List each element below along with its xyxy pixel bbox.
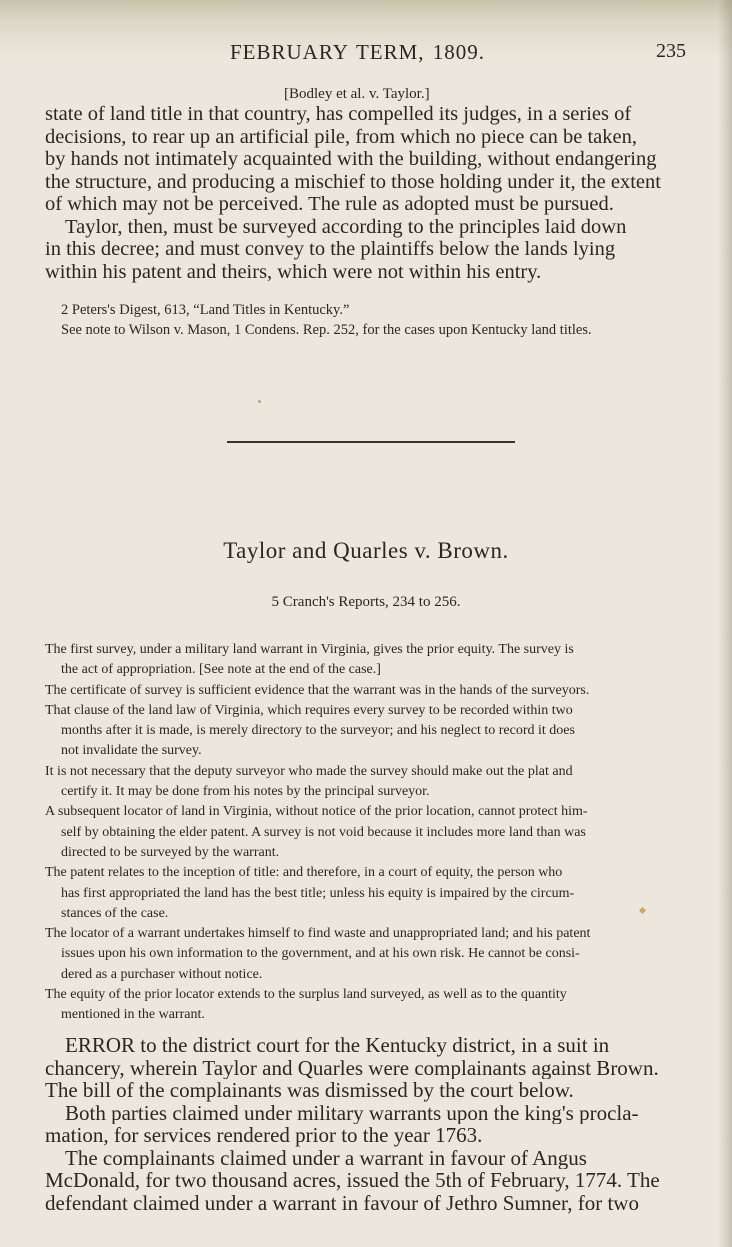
note-line: 2 Peters's Digest, 613, “Land Titles in Kentucky.” <box>61 302 350 318</box>
running-head: FEBRUARY TERM, 1809. <box>230 40 486 64</box>
headnote-line: It is not necessary that the deputy surveyor who made the survey should make out the plat and <box>45 763 573 779</box>
text-line: the structure, and producing a mischief to those holding under it, the extent <box>45 170 661 193</box>
headnote-line: the act of appropriation. [See note at the end of the case.] <box>61 662 381 678</box>
text-line: within his patent and theirs, which were not within his entry. <box>45 260 542 283</box>
headnote <box>45 802 705 863</box>
headnote-line: mentioned in the warrant. <box>61 1007 205 1023</box>
text-line: The complainants claimed under a warrant in favour of Angus <box>65 1146 587 1169</box>
text-line: in this decree; and must convey to the plaintiffs below the lands lying <box>45 238 616 260</box>
paper-speck <box>258 400 261 403</box>
headnote-line: issues upon his own information to the government, and at his own risk. He cannot be consi- <box>61 946 580 962</box>
headnote-line: months after it is made, is merely directory to the surveyor; and his neglect to record it does <box>61 723 575 739</box>
headnote-line: The equity of the prior locator extends to the surplus land surveyed, as well as to the quantity <box>45 987 567 1003</box>
headnote-line: That clause of the land law of Virginia, which requires every survey to be recorded within two <box>45 702 573 718</box>
headnote-line: self by obtaining the elder patent. A survey is not void because it includes more land than was <box>61 824 586 840</box>
headnote-line: The patent relates to the inception of title: and therefore, in a court of equity, the person who <box>45 865 563 881</box>
text-line: chancery, wherein Taylor and Quarles were complainants against Brown. <box>45 1056 659 1079</box>
headnote-line: A subsequent locator of land in Virginia, without notice of the prior location, cannot protect him- <box>45 804 588 820</box>
headnote-line: The first survey, under a military land warrant in Virginia, gives the prior equity. The survey is <box>45 642 574 657</box>
text-line: Both parties claimed under military warrants upon the king's procla- <box>65 1101 639 1124</box>
text-line: McDonald, for two thousand acres, issued the 5th of February, 1774. The <box>45 1169 660 1192</box>
text-line: The bill of the complainants was dismissed by the court below. <box>45 1079 574 1102</box>
headnote <box>45 863 705 924</box>
section-divider <box>227 441 515 443</box>
continuation-paragraph <box>45 103 700 283</box>
case-reference: [Bodley et al. v. Taylor.] <box>284 86 430 102</box>
headnote-line: not invalidate the survey. <box>61 743 202 759</box>
text-line: ERROR to the district court for the Kentucky district, in a suit in <box>65 1034 610 1057</box>
headnotes <box>45 640 705 1026</box>
headnote-line: directed to be surveyed by the warrant. <box>61 844 280 860</box>
headnote-line: certify it. It may be done from his notes by the principal surveyor. <box>61 784 430 800</box>
opening-paragraphs <box>45 1034 725 1214</box>
headnote-line: The certificate of survey is sufficient evidence that the warrant was in the hands of the surveyors. <box>45 682 590 698</box>
note-line: See note to Wilson v. Mason, 1 Condens. Rep. 252, for the cases upon Kentucky land titles. <box>61 322 592 338</box>
headnote-line: has first appropriated the land has the best title; unless his equity is impaired by the circum- <box>61 885 575 901</box>
headnote <box>45 681 705 701</box>
headnote <box>45 701 705 762</box>
text-line: mation, for services rendered prior to the year 1763. <box>45 1124 483 1147</box>
headnote <box>45 924 705 985</box>
headnote-line: stances of the case. <box>61 905 169 921</box>
page-number: 235 <box>656 40 686 62</box>
text-line: by hands not intimately acquainted with the building, without endangering <box>45 148 657 170</box>
headnote <box>45 985 705 1026</box>
headnote <box>45 762 705 803</box>
text-line: state of land title in that country, has compelled its judges, in a series of <box>45 103 632 125</box>
text-line: of which may not be perceived. The rule as adopted must be pursued. <box>45 193 614 215</box>
headnote-line: The locator of a warrant undertakes himself to find waste and unappropriated land; and his patent <box>45 926 591 942</box>
text-line: decisions, to rear up an artificial pile, from which no piece can be taken, <box>45 125 637 148</box>
headnote-line: dered as a purchaser without notice. <box>61 966 263 982</box>
headnote <box>45 640 705 681</box>
text-line: defendant claimed under a warrant in favour of Jethro Sumner, for two <box>45 1191 639 1214</box>
case-title: Taylor and Quarles v. Brown. <box>223 538 509 563</box>
reference-notes <box>45 300 700 340</box>
report-citation: 5 Cranch's Reports, 234 to 256. <box>271 594 461 610</box>
text-line: Taylor, then, must be surveyed according to the principles laid down <box>65 215 627 238</box>
